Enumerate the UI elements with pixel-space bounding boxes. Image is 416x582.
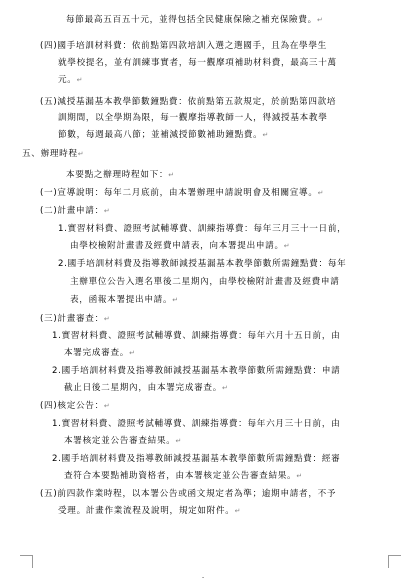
- text-line: 元。↵: [58, 75, 83, 85]
- text-line: 2.國手培訓材料費及指導教師減授基漏基本教學節數所需鐘點費：經審: [52, 454, 341, 464]
- text-line: 1.實習材料費、證照考試輔導費、訓練指導費：每年六月十五日前，由: [52, 331, 341, 341]
- text-line: (五)前四款作業時程，以本署公告或函文規定者為準；逾期申請者，不予: [40, 489, 337, 499]
- text-line: 就學校提名，並有訓練事實者，每一觀摩項補助材料費，最高三十萬: [58, 58, 337, 68]
- text-line: (三)計畫審查：↵: [40, 314, 110, 324]
- text-line: 訓期間，以全學期為限，每一觀摩指導教師一人，得減授基本教學: [58, 113, 328, 123]
- text-line: (五)減授基漏基本教學節數鐘點費：依前點第五款規定，於前點第四款培: [40, 97, 337, 107]
- text-line: 本署完成審查。↵: [64, 348, 135, 358]
- text-line: 主辦單位公告入選名單後二星期內，由學校檢附計畫書及經費申請: [70, 277, 340, 287]
- text-line: (二)計畫申請：↵: [40, 206, 110, 216]
- text-line: 受理。計畫作業流程及說明，規定如附件。↵: [58, 506, 241, 516]
- text-line: 表，函報本署提出申請。↵: [70, 295, 179, 305]
- section-heading: 五、辦理時程↵: [22, 149, 84, 159]
- text-line: (四)國手培訓材料費：依前點第四款培訓入選之選國手，且為在學學生: [40, 41, 327, 51]
- text-line: 查符合本要點補助資格者，由本署核定並公告審查結果。↵: [64, 471, 303, 481]
- text-line: 由學校檢附計畫書及經費申請表，向本署提出申請。↵: [70, 241, 290, 251]
- margin-corner-mark: [388, 555, 401, 568]
- text-line: 節數，每週最高八節；並補減授節數補助鐘點費。↵: [58, 130, 269, 140]
- text-line: (四)核定公告：↵: [40, 401, 110, 411]
- margin-corner-mark: [20, 555, 33, 568]
- text-line: 本署核定並公告審查結果。↵: [64, 436, 182, 446]
- text-line: (一)宣導說明：每年二月底前，由本署辦理申請說明會及相關宣導。↵: [40, 188, 324, 198]
- text-line: 2.國手培訓材料費及指導教師減授基漏基本教學節數所需鐘點費：每年: [58, 259, 347, 269]
- page-number: -: [202, 574, 205, 581]
- text-line: 1.實習材料費、證照考試輔導費、訓練指導費：每年六月三十日前，由: [52, 419, 341, 429]
- text-line: 本要點之辦理時程如下：↵: [66, 170, 175, 180]
- text-line: 截止日後二星期內，由本署完成審查。↵: [64, 383, 228, 393]
- text-line: 每節最高五百五十元，並得包括全民健康保險之補充保險費。↵: [66, 15, 323, 25]
- text-line: 2.國手培訓材料費及指導教師減授基漏基本教學節數所需鐘點費：申請: [52, 366, 341, 376]
- text-line: 1.實習材料費、證照考試輔導費、訓練指導費：每年三月三十一日前，: [58, 224, 347, 234]
